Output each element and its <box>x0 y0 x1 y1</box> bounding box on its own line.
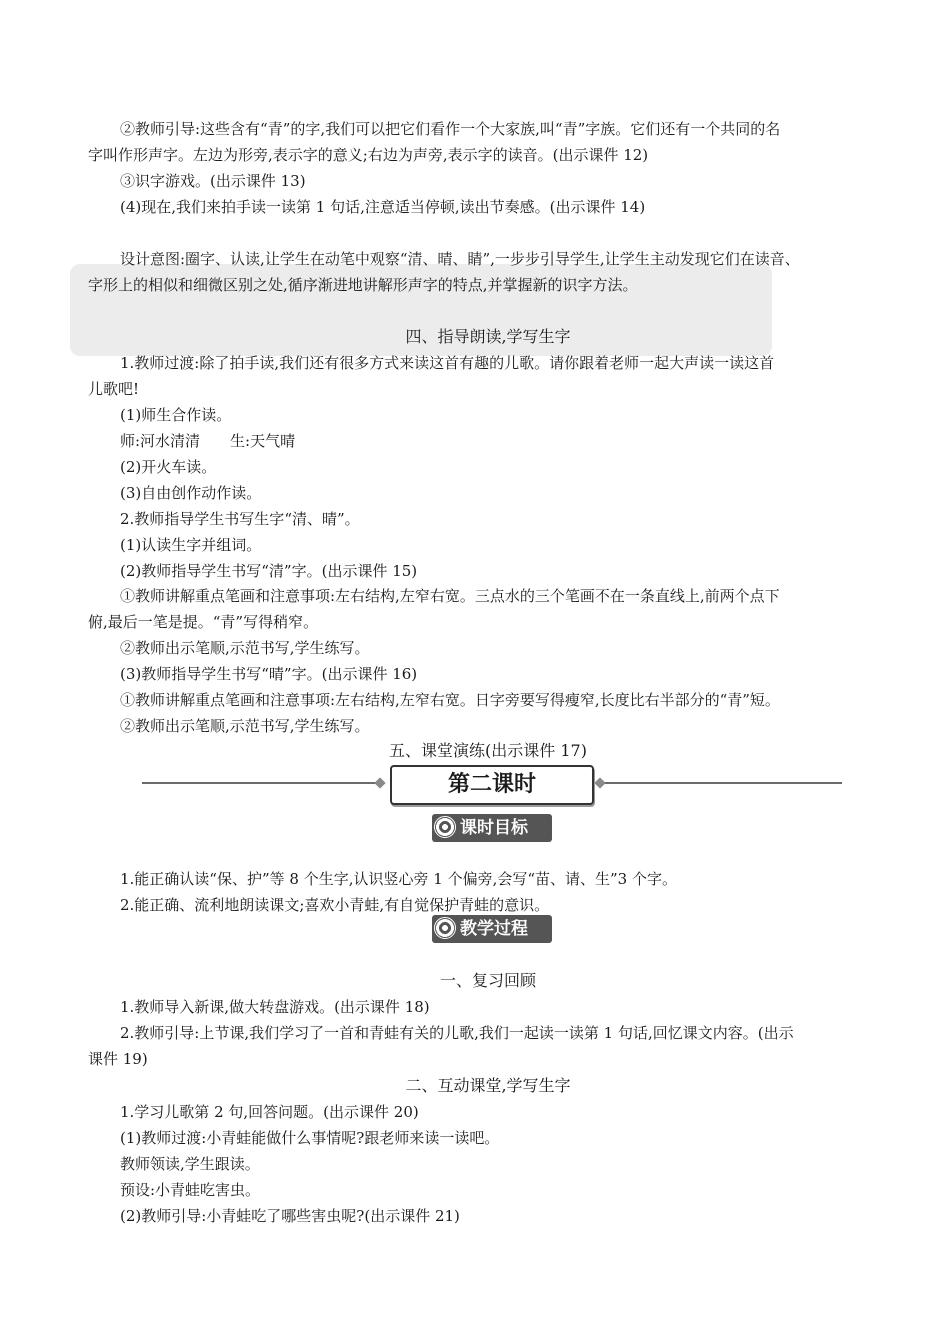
list-item: ②教师出示笔顺,示范书写,学生练写。 <box>120 639 370 657</box>
design-intent-line: 设计意图:圈字、认读,让学生在动笔中观察“清、晴、睛”,一步步引导学生,让学生主动发现它们在读音、 <box>120 250 800 268</box>
divider-left <box>142 782 378 784</box>
teaching-process-badge <box>432 915 552 943</box>
list-item: (2)教师引导:小青蛙吃了哪些害虫呢?(出示课件 21) <box>120 1207 460 1225</box>
list-item: ①教师讲解重点笔画和注意事项:左右结构,左窄右宽。日字旁要写得瘦窄,长度比右半部分的“青”短。 <box>120 691 780 709</box>
lesson-title: 第二课时 <box>390 765 594 805</box>
goal-item: 2.能正确、流利地朗读课文;喜欢小青蛙,有自觉保护青蛙的意识。 <box>120 896 550 914</box>
paragraph-line: 儿歌吧! <box>88 380 140 398</box>
paragraph-line: 课件 19) <box>88 1050 148 1068</box>
target-icon <box>434 816 456 838</box>
paragraph-line: ②教师引导:这些含有“青”的字,我们可以把它们看作一个大家族,叫“青”字族。它们还有一个共同的名 <box>120 120 781 138</box>
list-item: (1)师生合作读。 <box>120 406 232 424</box>
list-item: (1)教师过渡:小青蛙能做什么事情呢?跟老师来读一读吧。 <box>120 1129 500 1147</box>
section-heading: 一、复习回顾 <box>439 971 536 990</box>
list-item: 师:河水清清 生:天气晴 <box>120 432 296 450</box>
list-item: (2)教师指导学生书写“清”字。(出示课件 15) <box>120 562 418 580</box>
list-item: (1)认读生字并组词。 <box>120 536 262 554</box>
target-icon <box>434 917 456 939</box>
goal-item: 1.能正确认读“保、护”等 8 个生字,认识竖心旁 1 个偏旁,会写“苗、请、生”3 个字。 <box>120 870 677 888</box>
section-heading: 四、指导朗读,学写生字 <box>405 327 571 346</box>
list-item: 教师领读,学生跟读。 <box>120 1155 260 1173</box>
list-item: 1.学习儿歌第 2 句,回答问题。(出示课件 20) <box>120 1103 419 1121</box>
list-item: (4)现在,我们来拍手读一读第 1 句话,注意适当停顿,读出节奏感。(出示课件 14) <box>120 198 646 216</box>
divider-right <box>600 782 842 784</box>
paragraph-line: 俯,最后一笔是提。“青”写得稍窄。 <box>88 613 319 631</box>
badge-label: 课时目标 <box>460 818 528 838</box>
list-item: ③识字游戏。(出示课件 13) <box>120 172 306 190</box>
badge-label: 教学过程 <box>460 919 528 939</box>
section-heading: 二、互动课堂,学写生字 <box>405 1076 571 1095</box>
divider-ornament <box>594 777 605 788</box>
list-item: (3)教师指导学生书写“晴”字。(出示课件 16) <box>120 665 418 683</box>
list-item: (2)开火车读。 <box>120 458 217 476</box>
paragraph-line: ①教师讲解重点笔画和注意事项:左右结构,左窄右宽。三点水的三个笔画不在一条直线上,前两个点下 <box>120 587 780 605</box>
paragraph-line: 2.教师引导:上节课,我们学习了一首和青蛙有关的儿歌,我们一起读一读第 1 句话,回忆课文内容。(出示 <box>120 1024 794 1042</box>
lesson-goals-badge <box>432 814 552 842</box>
divider-ornament <box>374 777 385 788</box>
section-heading: 五、课堂演练(出示课件 17) <box>389 741 587 760</box>
list-item: (3)自由创作动作读。 <box>120 484 262 502</box>
list-item: ②教师出示笔顺,示范书写,学生练写。 <box>120 717 370 735</box>
paragraph-line: 字叫作形声字。左边为形旁,表示字的意义;右边为声旁,表示字的读音。(出示课件 12) <box>88 146 649 164</box>
design-intent-line: 字形上的相似和细微区别之处,循序渐进地讲解形声字的特点,并掌握新的识字方法。 <box>88 276 638 294</box>
paragraph-line: 1.教师过渡:除了拍手读,我们还有很多方式来读这首有趣的儿歌。请你跟着老师一起大声读一读这首 <box>120 354 775 372</box>
list-item: 2.教师指导学生书写生字“清、晴”。 <box>120 510 360 528</box>
paragraph-line: 1.教师导入新课,做大转盘游戏。(出示课件 18) <box>120 998 430 1016</box>
list-item: 预设:小青蛙吃害虫。 <box>120 1181 261 1199</box>
